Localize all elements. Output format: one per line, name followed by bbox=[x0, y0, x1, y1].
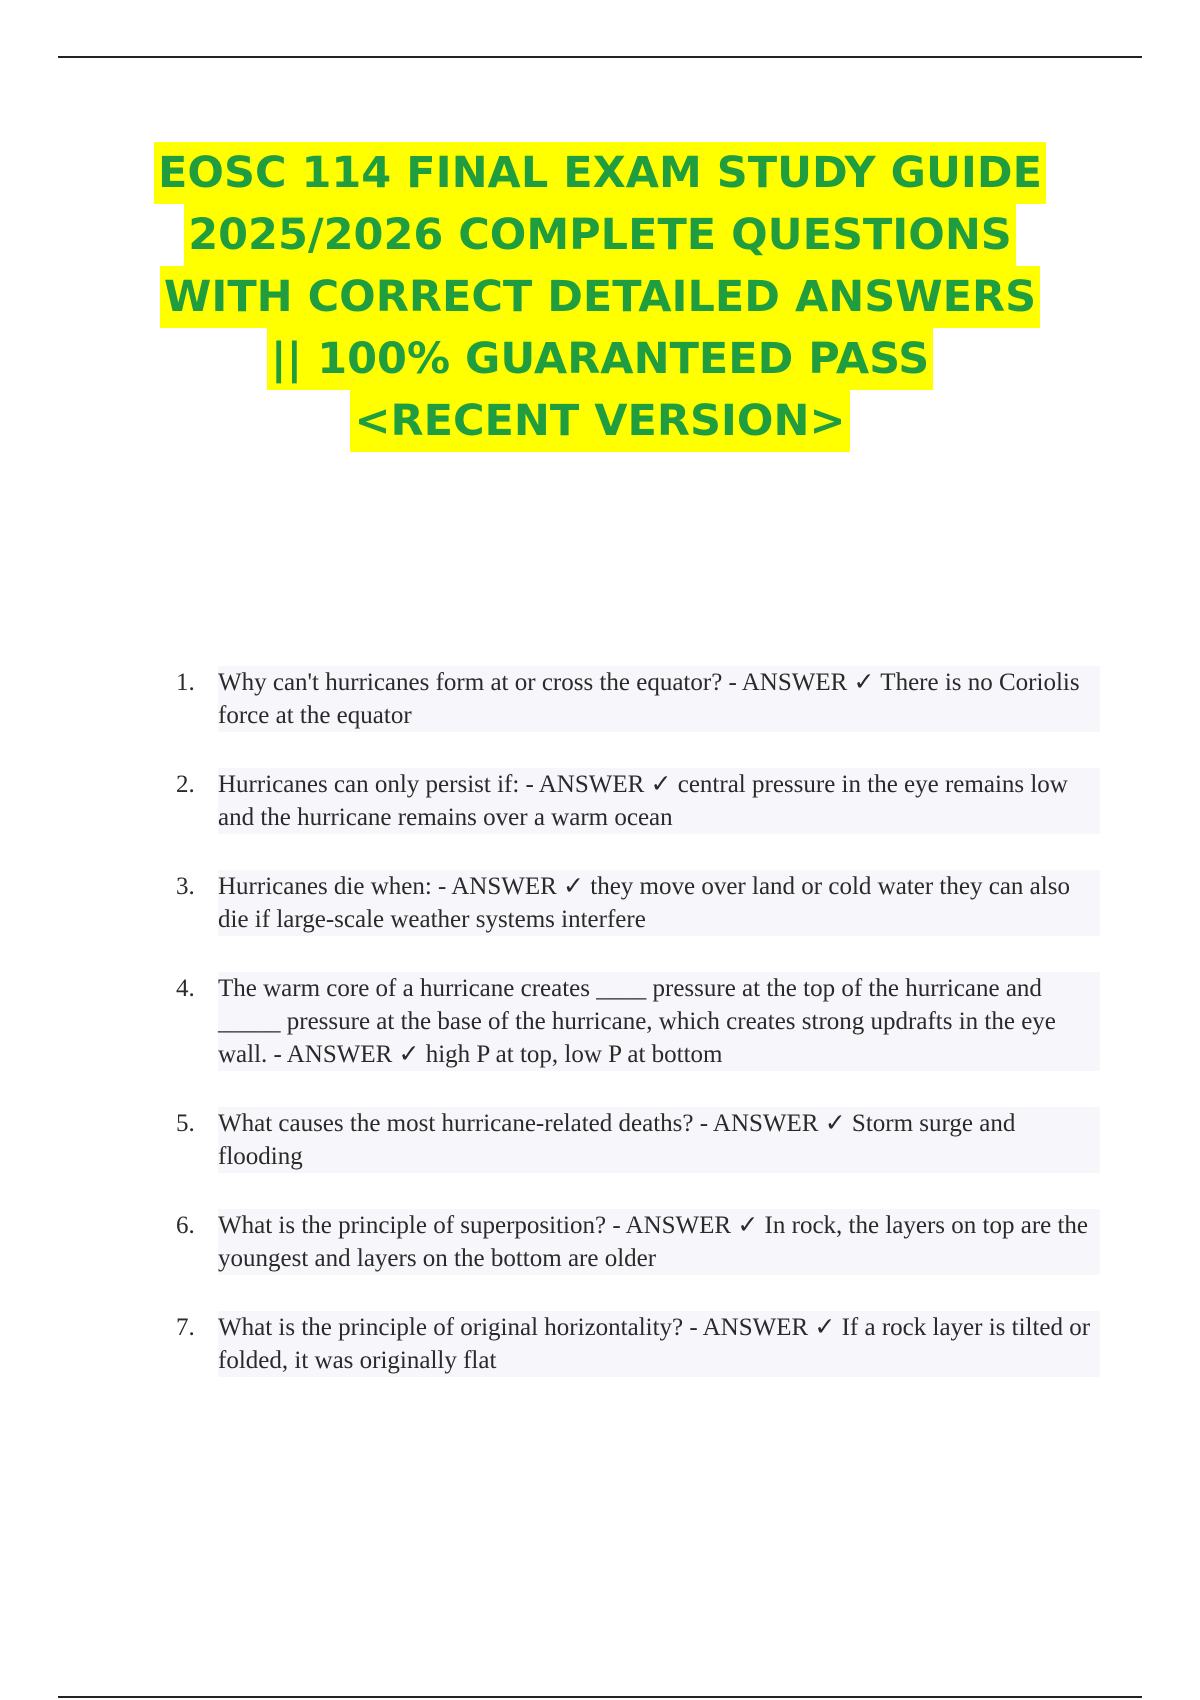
list-item bbox=[160, 972, 1100, 1071]
title-line-2: 2025/2026 COMPLETE QUESTIONS bbox=[184, 204, 1016, 266]
item-text: What is the principle of original horizontality? - ANSWER ✓ If a rock layer is tilted or folded, it was originally flat bbox=[218, 1311, 1100, 1377]
title-line-4: || 100% GUARANTEED PASS bbox=[267, 328, 933, 390]
document-title bbox=[100, 142, 1100, 452]
list-item bbox=[160, 768, 1100, 834]
list-item bbox=[160, 870, 1100, 936]
item-text: What is the principle of superposition? - ANSWER ✓ In rock, the layers on top are the youngest and layers on the bottom are older bbox=[218, 1209, 1100, 1275]
title-line-3: WITH CORRECT DETAILED ANSWERS bbox=[160, 266, 1040, 328]
list-item bbox=[160, 1107, 1100, 1173]
item-number: 1. bbox=[176, 669, 195, 696]
item-number: 4. bbox=[176, 975, 195, 1002]
list-item bbox=[160, 1209, 1100, 1275]
item-number: 5. bbox=[176, 1110, 195, 1137]
bottom-rule bbox=[58, 1696, 1142, 1698]
item-number: 3. bbox=[176, 873, 195, 900]
title-line-5: <RECENT VERSION> bbox=[350, 390, 849, 452]
title-line-1: EOSC 114 FINAL EXAM STUDY GUIDE bbox=[154, 142, 1046, 204]
item-text: Why can't hurricanes form at or cross the equator? - ANSWER ✓ There is no Coriolis force at the equator bbox=[218, 666, 1100, 732]
item-number: 2. bbox=[176, 771, 195, 798]
top-rule bbox=[58, 56, 1142, 58]
item-text: Hurricanes die when: - ANSWER ✓ they move over land or cold water they can also die if large-scale weather systems interfere bbox=[218, 870, 1100, 936]
item-number: 6. bbox=[176, 1212, 195, 1239]
item-number: 7. bbox=[176, 1314, 195, 1341]
list-item bbox=[160, 666, 1100, 732]
item-text: The warm core of a hurricane creates ____ pressure at the top of the hurricane and _____ pressure at the base of the hurricane, which creates strong updrafts in the eye wall. - ANSWER ✓ high P at top, low P at bottom bbox=[218, 972, 1100, 1071]
list-item bbox=[160, 1311, 1100, 1377]
item-text: Hurricanes can only persist if: - ANSWER ✓ central pressure in the eye remains low and the hurricane remains over a warm ocean bbox=[218, 768, 1100, 834]
item-text: What causes the most hurricane-related deaths? - ANSWER ✓ Storm surge and flooding bbox=[218, 1107, 1100, 1173]
question-answer-list bbox=[160, 666, 1100, 1413]
